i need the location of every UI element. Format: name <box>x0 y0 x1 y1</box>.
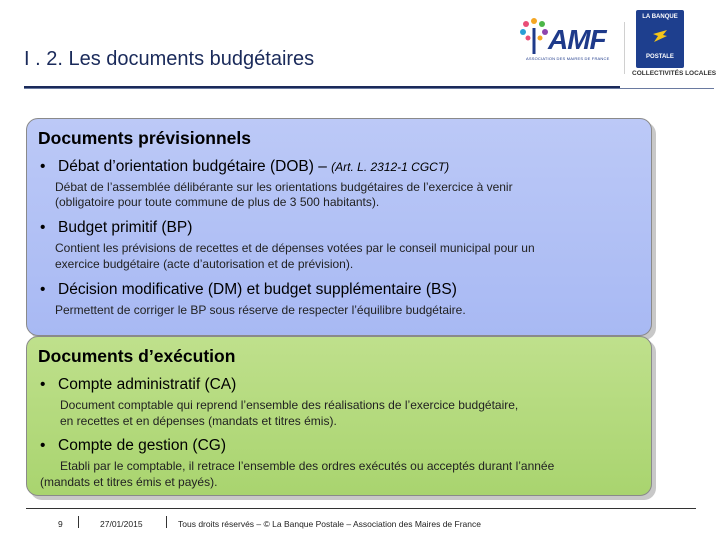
bullet: • <box>40 376 46 393</box>
item-bp-label: Budget primitif (BP) <box>58 219 193 236</box>
item-ca-desc-1: Document comptable qui reprend l’ensemble des réalisations de l’exercice budgétaire, <box>60 398 519 412</box>
lbp-logo-line2: POSTALE <box>646 54 674 60</box>
logo-separator <box>624 22 625 74</box>
lbp-bird-icon <box>651 26 669 46</box>
item-bp-desc-2: exercice budgétaire (acte d’autorisation et de prévision). <box>55 257 354 271</box>
footer-rights: Tous droits réservés – © La Banque Postale – Association des Maires de France <box>178 519 481 529</box>
item-cg <box>40 437 226 455</box>
bullet: • <box>40 158 46 175</box>
title-divider <box>24 88 714 89</box>
item-dm-bs-desc-1: Permettent de corriger le BP sous réserve de respecter l’équilibre budgétaire. <box>55 303 466 317</box>
item-cg-desc-2: (mandats et titres émis et payés). <box>40 475 218 489</box>
item-bp <box>40 219 192 237</box>
page-number: 9 <box>58 519 63 529</box>
item-dob-ref: (Art. L. 2312-1 CGCT) <box>331 160 450 174</box>
item-bp-desc-1: Contient les prévisions de recettes et de dépenses votées par le conseil municipal pour un <box>55 241 535 255</box>
footer-separator <box>166 516 167 528</box>
item-dob-desc-1: Débat de l’assemblée délibérante sur les orientations budgétaires de l’exercice à venir <box>55 180 513 194</box>
title-underline <box>24 86 620 88</box>
bullet: • <box>40 437 46 454</box>
item-cg-desc-1: Etabli par le comptable, il retrace l’ensemble des ordres exécutés ou acceptés durant l’année <box>60 459 555 473</box>
item-dob-desc-2: (obligatoire pour toute commune de plus de 3 500 habitants). <box>55 195 380 209</box>
footer-separator <box>78 516 79 528</box>
amf-flower-icon <box>518 16 552 56</box>
item-cg-label: Compte de gestion (CG) <box>58 437 226 454</box>
footer-date: 27/01/2015 <box>100 519 143 529</box>
lbp-logo-line1: LA BANQUE <box>642 14 678 20</box>
item-dm-bs-label: Décision modificative (DM) et budget supplémentaire (BS) <box>58 281 457 298</box>
item-ca-label: Compte administratif (CA) <box>58 376 237 393</box>
footer-divider <box>26 508 696 509</box>
execution-heading: Documents d’exécution <box>38 346 236 366</box>
bullet: • <box>40 219 46 236</box>
item-dob-label: Débat d’orientation budgétaire (DOB) – <box>58 158 327 175</box>
amf-logo-subtitle: ASSOCIATION DES MAIRES DE FRANCE <box>526 56 610 61</box>
bullet: • <box>40 281 46 298</box>
item-ca <box>40 376 236 394</box>
item-dob <box>40 158 449 176</box>
amf-logo: AMF <box>548 24 606 55</box>
lbp-logo-subtitle: COLLECTIVITÉS LOCALES <box>632 70 717 77</box>
page-title: I . 2. Les documents budgétaires <box>24 48 315 70</box>
previsionnels-heading: Documents prévisionnels <box>38 128 251 148</box>
item-ca-desc-2: en recettes et en dépenses (mandats et titres émis). <box>60 414 337 428</box>
item-dm-bs <box>40 281 457 299</box>
